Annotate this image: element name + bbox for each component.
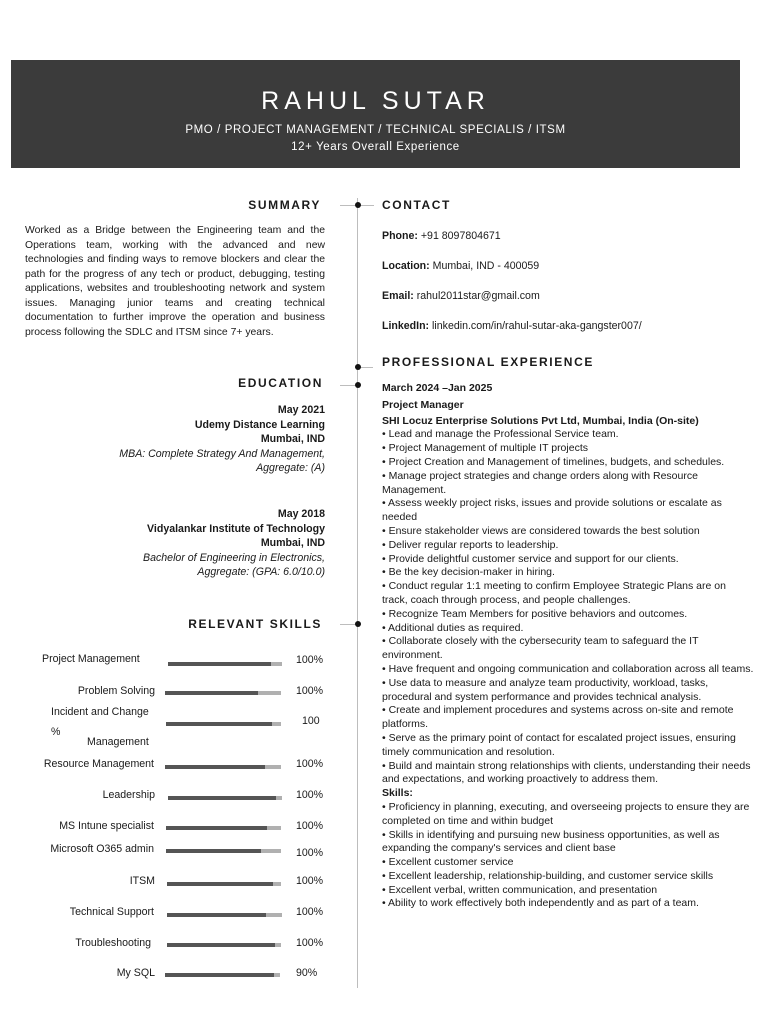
summary-heading: SUMMARY	[248, 198, 321, 212]
job-bullet: • Project Management of multiple IT projects	[382, 442, 588, 455]
location-value: Mumbai, IND - 400059	[432, 260, 540, 272]
job-role: Project Manager	[382, 398, 464, 411]
location-label: Location:	[382, 260, 430, 272]
linkedin-label: LinkedIn:	[382, 320, 430, 332]
candidate-experience: 12+ Years Overall Experience	[291, 141, 460, 153]
contact-phone	[382, 230, 501, 242]
job-bullet: • Have frequent and ongoing communication and collaboration across all teams.	[382, 662, 754, 675]
job-bullet: • Deliver regular reports to leadership.	[382, 538, 559, 551]
job-bullet: timely communication and resolution.	[382, 745, 555, 758]
skill-percent: 90%	[296, 967, 318, 979]
job-bullet: • Collaborate closely with the cybersecurity team to safeguard the IT environment.	[382, 635, 699, 662]
job-bullet: • Provide delightful customer service and support for our clients.	[382, 552, 679, 565]
skills-subheading: Skills:	[382, 787, 413, 800]
skill-bar	[166, 826, 281, 830]
timeline-dot	[355, 364, 361, 370]
contact-linkedin	[382, 320, 642, 332]
job-skill-bullet: • Excellent verbal, written communication, and presentation	[382, 883, 658, 896]
job-bullet: • Project Creation and Management of timelines, budgets, and schedules.	[382, 455, 725, 468]
skill-bar-fill	[168, 796, 276, 800]
job-bullets	[382, 428, 754, 787]
education-degree: MBA: Complete Strategy And Management,	[119, 447, 325, 460]
skill-percent: 100%	[296, 789, 324, 801]
skill-bar	[166, 849, 281, 853]
timeline-dot	[355, 621, 361, 627]
skill-label: ITSM	[129, 875, 155, 887]
skills-heading: RELEVANT SKILLS	[188, 617, 322, 631]
skill-percent: 100%	[296, 906, 324, 918]
job-bullet: • Serve as the primary point of contact for escalated project issues, ensuring	[382, 731, 736, 744]
skill-bar-fill	[166, 849, 261, 853]
skill-bar-fill	[166, 722, 272, 726]
skill-bar-fill	[165, 765, 265, 769]
education-date: May 2018	[277, 508, 325, 520]
skill-bar-fill	[167, 943, 275, 947]
skill-label: Incident and Change	[51, 706, 149, 718]
job-company: SHI Locuz Enterprise Solutions Pvt Ltd, Mumbai, India (On-site)	[382, 414, 699, 427]
skill-percent: 100%	[296, 758, 324, 770]
skill-bar-fill	[165, 973, 274, 977]
summary-text: Worked as a Bridge between the Engineering team and the Operations team, working with the advanced and new technologies and finding ways to remove blockers and clear the path for the progress of any tech or product, debugging, testing applications, websites and troubleshooting network and system issues. Managing junior teams and creating technical documentation to further improve the operation and business process following the SDLC and ITSM since 7+ years.	[25, 225, 325, 338]
skill-bar	[165, 973, 280, 977]
candidate-tagline: PMO / PROJECT MANAGEMENT / TECHNICAL SPECIALIS / ITSM	[185, 124, 566, 136]
skill-percent: 100	[302, 715, 320, 727]
timeline-line	[357, 198, 358, 988]
skill-label: %	[51, 726, 61, 738]
phone-value: +91 8097804671	[420, 230, 501, 242]
education-school: Vidyalankar Institute of Technology	[147, 522, 325, 535]
education-location: Mumbai, IND	[260, 537, 325, 549]
job-bullet: • Create and implement procedures and systems across on-site and remote platforms.	[382, 704, 734, 731]
contact-heading: CONTACT	[382, 198, 451, 212]
job-bullet: • Lead and manage the Professional Service team.	[382, 428, 619, 441]
skill-percent: 100%	[296, 654, 324, 666]
skill-bar	[167, 913, 282, 917]
job-bullet: • Be the key decision-maker in hiring.	[382, 566, 555, 579]
skill-percent: 100%	[296, 820, 324, 832]
skill-percent: 100%	[296, 937, 324, 949]
job-bullet: • Recognize Team Members for positive behaviors and outcomes.	[382, 607, 688, 620]
skill-bar	[168, 662, 282, 666]
experience-heading: PROFESSIONAL EXPERIENCE	[382, 355, 594, 369]
skill-percent: 100%	[296, 875, 324, 887]
skill-bar-fill	[166, 826, 267, 830]
email-link[interactable]: rahul2011star@gmail.com	[416, 290, 540, 302]
skill-bar	[167, 882, 281, 886]
skill-bar-fill	[167, 913, 266, 917]
skill-label: MS Intune specialist	[59, 820, 154, 832]
job-skill-bullet: • Ability to work effectively both independently and as part of a team.	[382, 897, 699, 910]
skill-label: Technical Support	[69, 906, 154, 918]
skill-bar	[165, 765, 281, 769]
candidate-name: RAHUL SUTAR	[261, 87, 490, 115]
skill-percent: 100%	[296, 847, 324, 859]
job-skill-bullets	[382, 801, 754, 911]
skill-label: Management	[87, 736, 149, 748]
skill-label: Leadership	[102, 789, 155, 801]
contact-email	[382, 290, 540, 302]
skill-bar-fill	[165, 691, 258, 695]
job-bullet: • Assess weekly project risks, issues and provide solutions or escalate as needed	[382, 497, 722, 524]
education-school: Udemy Distance Learning	[194, 418, 325, 431]
education-date: May 2021	[277, 404, 325, 416]
skill-percent: 100%	[296, 685, 324, 697]
timeline-dot	[355, 382, 361, 388]
timeline-dot	[355, 202, 361, 208]
job-bullet: • Manage project strategies and change orders along with Resource Management.	[382, 469, 698, 496]
education-grade: Aggregate: (GPA: 6.0/10.0)	[197, 566, 325, 578]
education-entry	[60, 507, 325, 580]
education-location: Mumbai, IND	[260, 433, 325, 445]
job-dates: March 2024 –Jan 2025	[382, 382, 493, 394]
experience-block	[382, 382, 754, 911]
skill-label: Microsoft O365 admin	[50, 843, 154, 855]
job-skill-bullet: • Proficiency in planning, executing, and overseeing projects to ensure they are completed on time and within budget	[382, 800, 750, 827]
job-bullet: • Build and maintain strong relationships with clients, understanding their needs and expectations, and working proactively to address them.	[382, 759, 751, 786]
email-label: Email:	[382, 290, 414, 302]
skill-label: Troubleshooting	[75, 937, 151, 949]
resume-header	[11, 60, 740, 168]
skill-bar-fill	[167, 882, 273, 886]
job-skill-bullet: • Excellent leadership, relationship-building, and customer service skills	[382, 869, 714, 882]
skill-label: Problem Solving	[77, 685, 155, 697]
skill-label: Resource Management	[43, 758, 154, 770]
education-degree: Bachelor of Engineering in Electronics,	[143, 551, 325, 564]
skill-bar	[168, 796, 282, 800]
contact-location	[382, 260, 539, 272]
phone-label: Phone:	[382, 230, 418, 242]
education-heading: EDUCATION	[238, 376, 323, 390]
skill-label: My SQL	[116, 967, 155, 979]
job-skill-bullet: • Skills in identifying and pursuing new business opportunities, as well as expanding the company's services and client base	[382, 828, 720, 855]
job-bullet: • Additional duties as required.	[382, 621, 524, 634]
job-bullet: • Conduct regular 1:1 meeting to confirm Employee Strategic Plans are on track, coach through process, and people challenges.	[382, 580, 726, 606]
skill-bar-fill	[168, 662, 271, 666]
skill-bar	[166, 722, 281, 726]
education-grade: Aggregate: (A)	[256, 462, 325, 474]
skill-label: Project Management	[42, 653, 140, 665]
job-bullet: • Ensure stakeholder views are considered towards the best solution	[382, 524, 700, 537]
job-skill-bullet: • Excellent customer service	[382, 856, 514, 869]
job-bullet: • Use data to measure and analyze team productivity, workload, tasks, procedural and system performance and provides technical analysis.	[382, 676, 709, 703]
skill-bar	[167, 943, 281, 947]
education-entry	[60, 403, 325, 476]
linkedin-link[interactable]: linkedin.com/in/rahul-sutar-aka-gangster007/	[432, 320, 642, 332]
skill-bar	[165, 691, 281, 695]
